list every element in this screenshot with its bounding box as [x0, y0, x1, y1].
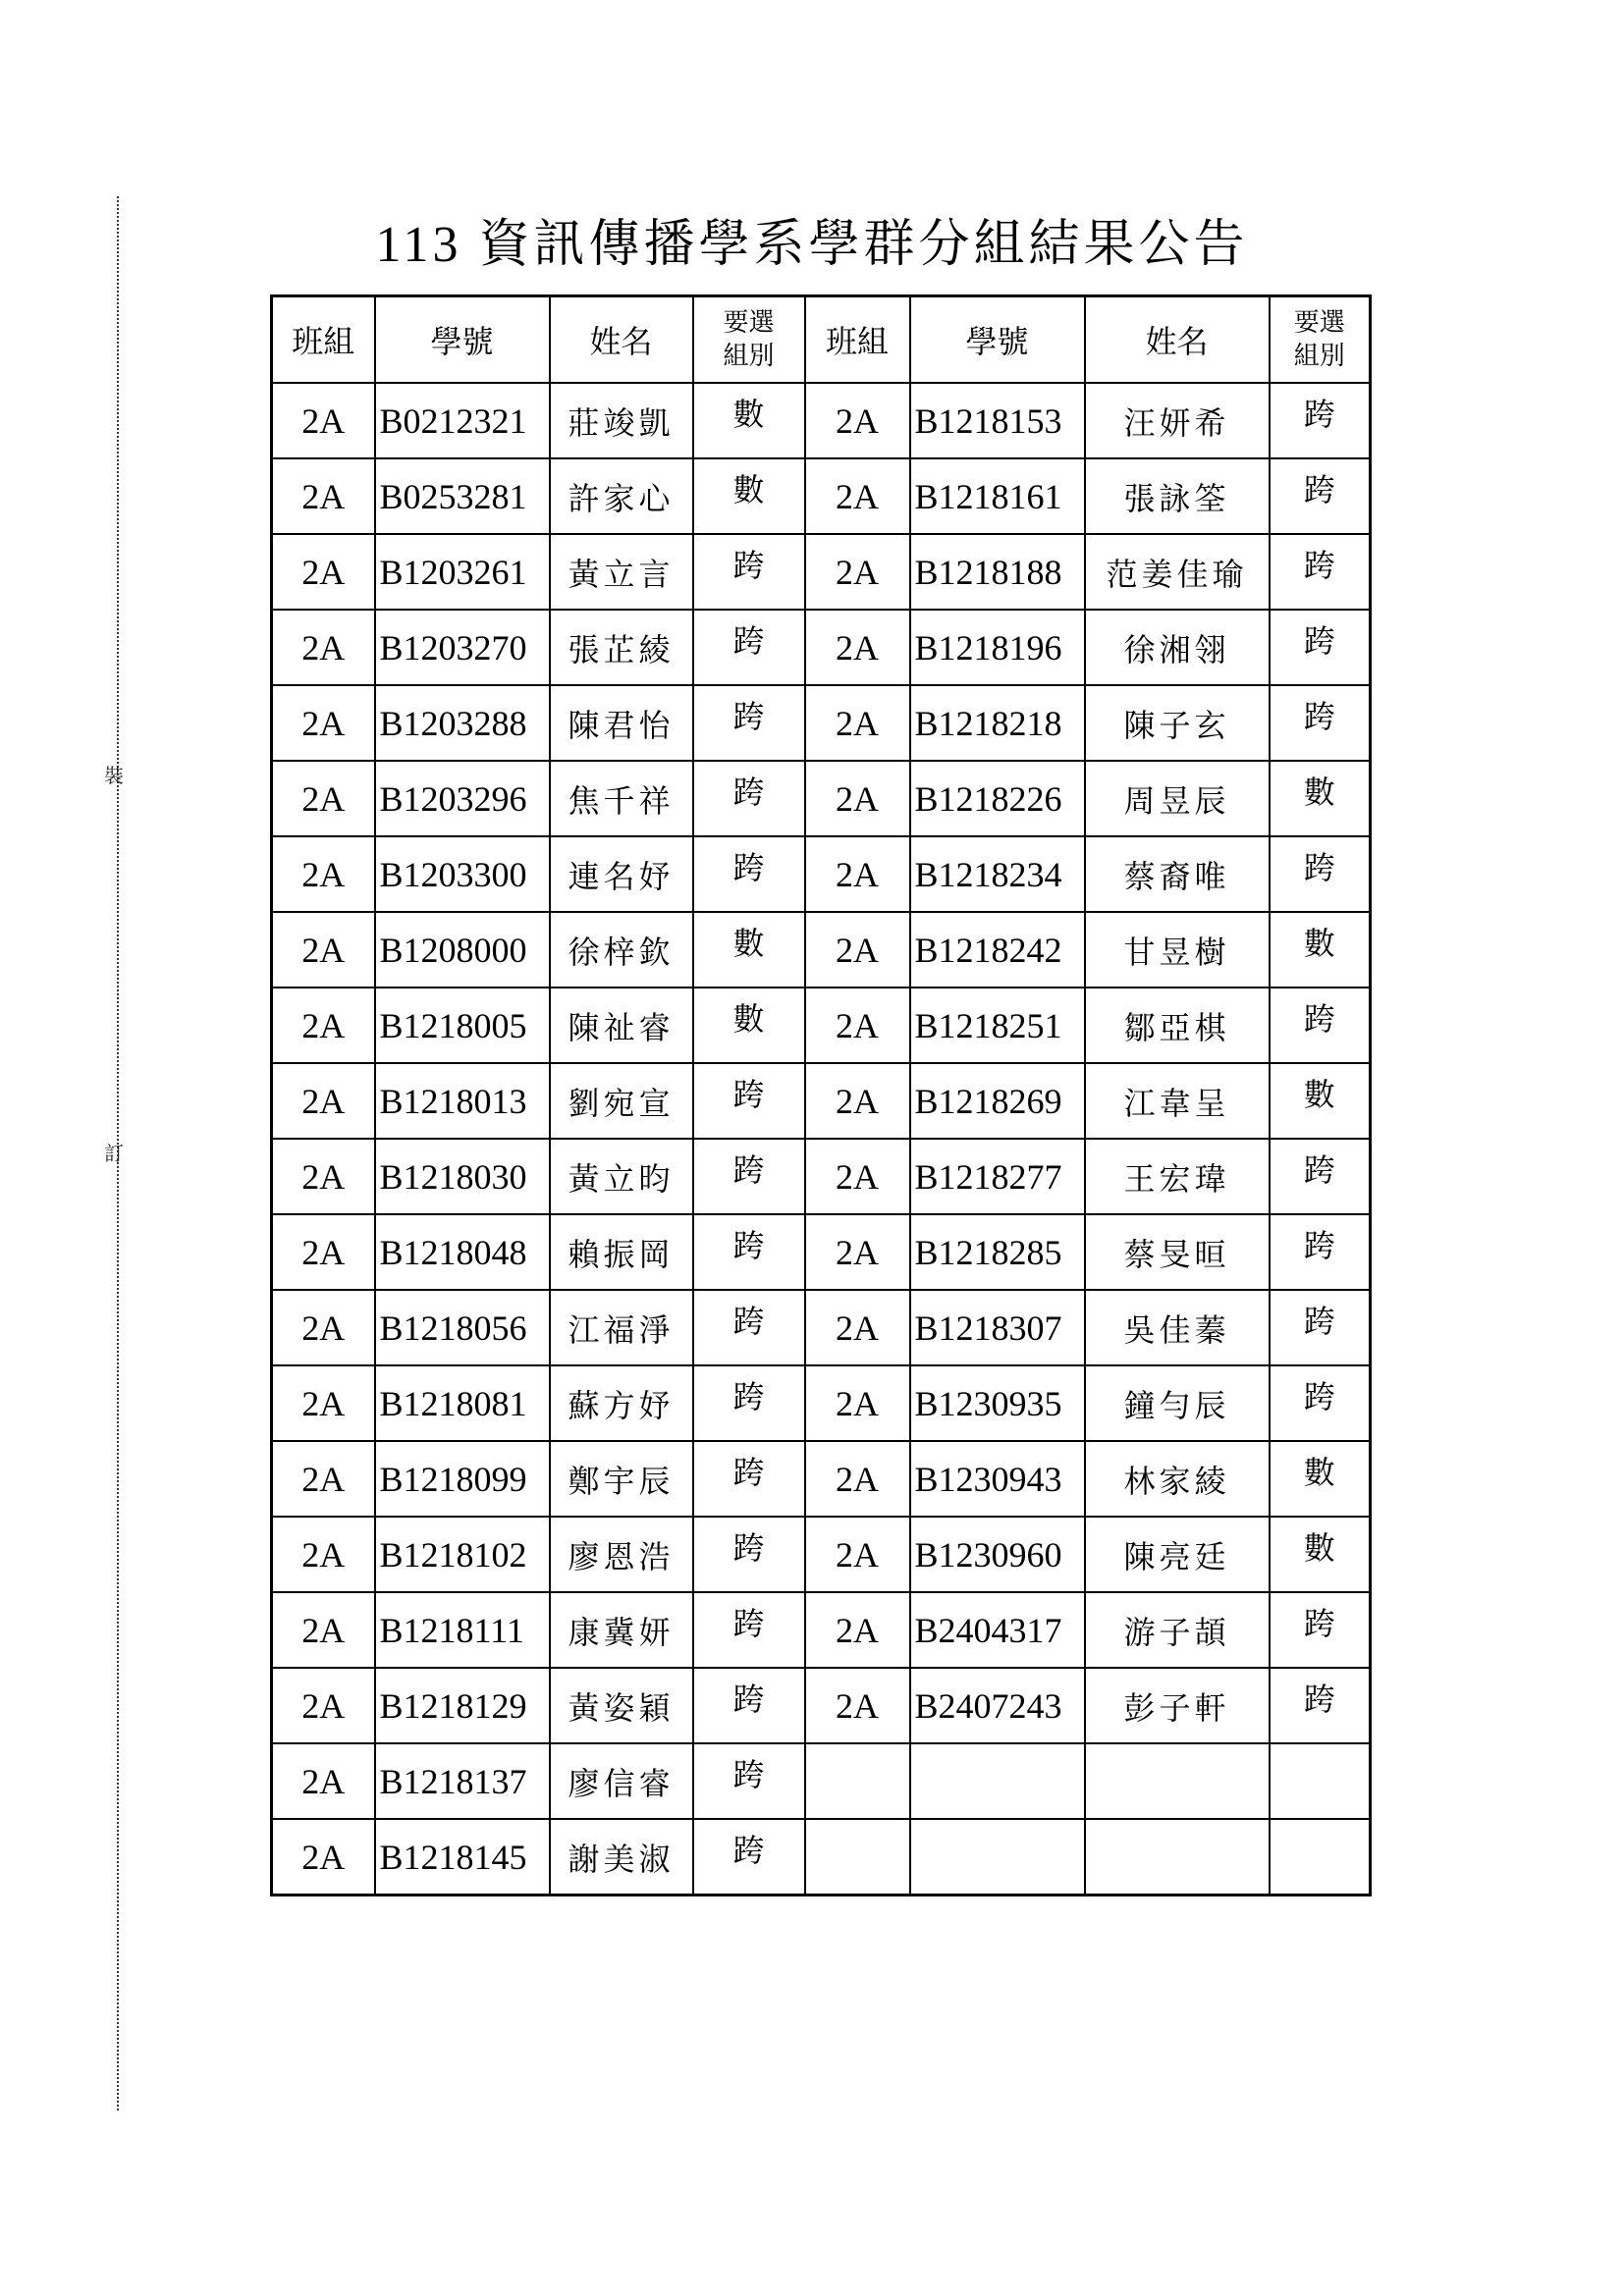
- student-name-cell: 徐湘翎: [1085, 610, 1270, 685]
- student-id-cell: B1218277: [910, 1139, 1085, 1214]
- class-group-cell: 2A: [805, 1139, 910, 1214]
- student-id-cell: B1218129: [375, 1668, 550, 1743]
- student-name-cell: 林家綾: [1085, 1441, 1270, 1517]
- student-name-cell: 吳佳蓁: [1085, 1290, 1270, 1365]
- class-group-cell: 2A: [805, 988, 910, 1063]
- class-group-cell: 2A: [272, 988, 375, 1063]
- table-row: [272, 1592, 1371, 1668]
- selected-group-cell: 數: [1270, 912, 1371, 988]
- student-name-cell: 蔡旻晅: [1085, 1214, 1270, 1290]
- student-id-cell: B1218111: [375, 1592, 550, 1668]
- student-id-cell: B1218056: [375, 1290, 550, 1365]
- selected-group-cell: 跨: [693, 1517, 805, 1592]
- class-group-cell: 2A: [272, 685, 375, 761]
- selected-group-cell: 跨: [693, 685, 805, 761]
- student-name-cell: 賴振岡: [550, 1214, 693, 1290]
- selected-group-cell: [1270, 1819, 1371, 1896]
- student-name-cell: 黃立昀: [550, 1139, 693, 1214]
- student-name-cell: 許家心: [550, 458, 693, 534]
- table-row: [272, 912, 1371, 988]
- table-row: [272, 1517, 1371, 1592]
- student-id-cell: B1218145: [375, 1819, 550, 1896]
- student-id-cell: B2407243: [910, 1668, 1085, 1743]
- class-group-cell: 2A: [805, 1290, 910, 1365]
- grouping-result-table: [270, 294, 1372, 1896]
- student-id-cell: B1218013: [375, 1063, 550, 1139]
- student-name-cell: 陳亮廷: [1085, 1517, 1270, 1592]
- selected-group-cell: 跨: [1270, 1139, 1371, 1214]
- class-group-cell: 2A: [272, 1290, 375, 1365]
- student-name-cell: 范姜佳瑜: [1085, 534, 1270, 610]
- header-student-id: 學號: [375, 296, 550, 384]
- student-id-cell: B0212321: [375, 383, 550, 458]
- student-name-cell: 連名妤: [550, 836, 693, 912]
- class-group-cell: 2A: [805, 836, 910, 912]
- class-group-cell: 2A: [272, 1819, 375, 1896]
- class-group-cell: 2A: [272, 1063, 375, 1139]
- table-row: [272, 610, 1371, 685]
- selected-group-cell: 跨: [1270, 383, 1371, 458]
- selected-group-cell: 跨: [693, 1139, 805, 1214]
- student-id-cell: [910, 1743, 1085, 1819]
- table-row: [272, 383, 1371, 458]
- student-id-cell: B1208000: [375, 912, 550, 988]
- class-group-cell: 2A: [805, 1063, 910, 1139]
- student-name-cell: 江福淨: [550, 1290, 693, 1365]
- class-group-cell: 2A: [272, 1214, 375, 1290]
- header-row: [272, 296, 1371, 384]
- student-name-cell: 張芷綾: [550, 610, 693, 685]
- student-id-cell: B1218226: [910, 761, 1085, 836]
- class-group-cell: 2A: [272, 1365, 375, 1441]
- student-id-cell: B1218137: [375, 1743, 550, 1819]
- selected-group-cell: 跨: [693, 836, 805, 912]
- class-group-cell: 2A: [805, 1517, 910, 1592]
- table-row: [272, 1441, 1371, 1517]
- student-name-cell: 甘昱樹: [1085, 912, 1270, 988]
- student-id-cell: B1218269: [910, 1063, 1085, 1139]
- student-name-cell: 謝美淑: [550, 1819, 693, 1896]
- class-group-cell: 2A: [272, 1517, 375, 1592]
- binding-mark-zhuang: 裝: [104, 764, 124, 787]
- header-selected-group-line2: 組別: [723, 342, 775, 371]
- student-id-cell: B1230935: [910, 1365, 1085, 1441]
- student-name-cell: 江韋呈: [1085, 1063, 1270, 1139]
- class-group-cell: 2A: [272, 1668, 375, 1743]
- header-name: 姓名: [1085, 296, 1270, 384]
- class-group-cell: 2A: [272, 534, 375, 610]
- selected-group-cell: 跨: [1270, 836, 1371, 912]
- selected-group-cell: 跨: [1270, 685, 1371, 761]
- selected-group-cell: 數: [1270, 761, 1371, 836]
- student-id-cell: B1218030: [375, 1139, 550, 1214]
- student-name-cell: 黃姿穎: [550, 1668, 693, 1743]
- selected-group-cell: 數: [693, 458, 805, 534]
- class-group-cell: 2A: [805, 610, 910, 685]
- student-id-cell: B0253281: [375, 458, 550, 534]
- student-name-cell: 鄭宇辰: [550, 1441, 693, 1517]
- student-name-cell: 黃立言: [550, 534, 693, 610]
- student-name-cell: 徐梓欽: [550, 912, 693, 988]
- student-name-cell: 蔡裔唯: [1085, 836, 1270, 912]
- student-name-cell: 陳祉睿: [550, 988, 693, 1063]
- header-selected-group: [1270, 296, 1371, 384]
- class-group-cell: [805, 1819, 910, 1896]
- class-group-cell: 2A: [272, 1139, 375, 1214]
- class-group-cell: 2A: [805, 1441, 910, 1517]
- student-id-cell: B1218048: [375, 1214, 550, 1290]
- table-row: [272, 1214, 1371, 1290]
- student-name-cell: [1085, 1743, 1270, 1819]
- student-id-cell: B1218234: [910, 836, 1085, 912]
- class-group-cell: 2A: [805, 383, 910, 458]
- student-name-cell: 周昱辰: [1085, 761, 1270, 836]
- selected-group-cell: 數: [1270, 1063, 1371, 1139]
- page-title: 113 資訊傳播學系學群分組結果公告: [375, 217, 1249, 273]
- selected-group-cell: 跨: [693, 1441, 805, 1517]
- table-row: [272, 1819, 1371, 1896]
- table-row: [272, 685, 1371, 761]
- student-id-cell: B1218161: [910, 458, 1085, 534]
- selected-group-cell: 跨: [1270, 1668, 1371, 1743]
- selected-group-cell: 跨: [693, 1743, 805, 1819]
- header-student-id: 學號: [910, 296, 1085, 384]
- selected-group-cell: 跨: [1270, 1365, 1371, 1441]
- selected-group-cell: 跨: [693, 1592, 805, 1668]
- class-group-cell: 2A: [272, 761, 375, 836]
- selected-group-cell: 數: [693, 988, 805, 1063]
- student-name-cell: 康冀妍: [550, 1592, 693, 1668]
- table-row: [272, 1290, 1371, 1365]
- student-name-cell: 鄒亞棋: [1085, 988, 1270, 1063]
- header-selected-group-line1: 要選: [1293, 308, 1345, 338]
- class-group-cell: 2A: [805, 1365, 910, 1441]
- student-id-cell: B1218196: [910, 610, 1085, 685]
- header-selected-group-line1: 要選: [723, 308, 775, 338]
- selected-group-cell: 數: [693, 912, 805, 988]
- student-name-cell: 廖信睿: [550, 1743, 693, 1819]
- class-group-cell: 2A: [272, 1592, 375, 1668]
- student-name-cell: 汪妍希: [1085, 383, 1270, 458]
- selected-group-cell: 跨: [1270, 988, 1371, 1063]
- table-body: [272, 383, 1371, 1896]
- student-id-cell: B1218285: [910, 1214, 1085, 1290]
- student-id-cell: B1218242: [910, 912, 1085, 988]
- class-group-cell: 2A: [805, 1214, 910, 1290]
- selected-group-cell: 跨: [693, 1819, 805, 1896]
- selected-group-cell: 數: [693, 383, 805, 458]
- class-group-cell: 2A: [805, 685, 910, 761]
- selected-group-cell: 跨: [1270, 458, 1371, 534]
- table-row: [272, 836, 1371, 912]
- student-name-cell: 彭子軒: [1085, 1668, 1270, 1743]
- selected-group-cell: 跨: [693, 610, 805, 685]
- table-row: [272, 534, 1371, 610]
- class-group-cell: 2A: [272, 1743, 375, 1819]
- selected-group-cell: 跨: [693, 1668, 805, 1743]
- student-id-cell: B1203300: [375, 836, 550, 912]
- table-row: [272, 988, 1371, 1063]
- header-name: 姓名: [550, 296, 693, 384]
- student-id-cell: [910, 1819, 1085, 1896]
- table-row: [272, 1063, 1371, 1139]
- class-group-cell: 2A: [272, 836, 375, 912]
- table-row: [272, 1139, 1371, 1214]
- student-id-cell: B1218099: [375, 1441, 550, 1517]
- selected-group-cell: 跨: [693, 1214, 805, 1290]
- student-id-cell: B1218102: [375, 1517, 550, 1592]
- student-id-cell: B1218188: [910, 534, 1085, 610]
- header-class-group: 班組: [272, 296, 375, 384]
- selected-group-cell: 跨: [1270, 1592, 1371, 1668]
- student-id-cell: B1218081: [375, 1365, 550, 1441]
- student-id-cell: B1218153: [910, 383, 1085, 458]
- student-name-cell: 蘇方妤: [550, 1365, 693, 1441]
- table-row: [272, 1668, 1371, 1743]
- student-id-cell: B1218005: [375, 988, 550, 1063]
- student-id-cell: B1203296: [375, 761, 550, 836]
- header-class-group: 班組: [805, 296, 910, 384]
- class-group-cell: 2A: [805, 761, 910, 836]
- student-id-cell: B1230943: [910, 1441, 1085, 1517]
- student-id-cell: B1218218: [910, 685, 1085, 761]
- student-name-cell: 莊竣凱: [550, 383, 693, 458]
- student-id-cell: B1203288: [375, 685, 550, 761]
- selected-group-cell: 跨: [693, 761, 805, 836]
- student-name-cell: 劉宛宣: [550, 1063, 693, 1139]
- selected-group-cell: [1270, 1743, 1371, 1819]
- student-id-cell: B1203270: [375, 610, 550, 685]
- table-row: [272, 1743, 1371, 1819]
- student-name-cell: 鐘勻辰: [1085, 1365, 1270, 1441]
- selected-group-cell: 跨: [1270, 1290, 1371, 1365]
- class-group-cell: 2A: [805, 458, 910, 534]
- selected-group-cell: 跨: [693, 534, 805, 610]
- student-name-cell: 焦千祥: [550, 761, 693, 836]
- class-group-cell: 2A: [272, 610, 375, 685]
- class-group-cell: 2A: [805, 1668, 910, 1743]
- selected-group-cell: 數: [1270, 1517, 1371, 1592]
- student-name-cell: 陳子玄: [1085, 685, 1270, 761]
- class-group-cell: 2A: [272, 912, 375, 988]
- student-id-cell: B2404317: [910, 1592, 1085, 1668]
- student-id-cell: B1203261: [375, 534, 550, 610]
- class-group-cell: 2A: [272, 383, 375, 458]
- student-name-cell: 張詠筌: [1085, 458, 1270, 534]
- student-name-cell: 陳君怡: [550, 685, 693, 761]
- selected-group-cell: 跨: [1270, 534, 1371, 610]
- student-id-cell: B1230960: [910, 1517, 1085, 1592]
- student-name-cell: 游子頡: [1085, 1592, 1270, 1668]
- table-row: [272, 458, 1371, 534]
- selected-group-cell: 跨: [693, 1290, 805, 1365]
- class-group-cell: 2A: [805, 534, 910, 610]
- header-selected-group: [693, 296, 805, 384]
- student-name-cell: 王宏瑋: [1085, 1139, 1270, 1214]
- selected-group-cell: 跨: [1270, 1214, 1371, 1290]
- class-group-cell: 2A: [272, 1441, 375, 1517]
- selected-group-cell: 跨: [693, 1063, 805, 1139]
- class-group-cell: 2A: [272, 458, 375, 534]
- table-row: [272, 1365, 1371, 1441]
- table-row: [272, 761, 1371, 836]
- selected-group-cell: 跨: [693, 1365, 805, 1441]
- class-group-cell: [805, 1743, 910, 1819]
- selected-group-cell: 數: [1270, 1441, 1371, 1517]
- selected-group-cell: 跨: [1270, 610, 1371, 685]
- student-id-cell: B1218251: [910, 988, 1085, 1063]
- student-id-cell: B1218307: [910, 1290, 1085, 1365]
- binding-mark-ding: 訂: [104, 1142, 124, 1165]
- header-selected-group-line2: 組別: [1293, 342, 1345, 371]
- class-group-cell: 2A: [805, 912, 910, 988]
- student-name-cell: 廖恩浩: [550, 1517, 693, 1592]
- student-name-cell: [1085, 1819, 1270, 1896]
- class-group-cell: 2A: [805, 1592, 910, 1668]
